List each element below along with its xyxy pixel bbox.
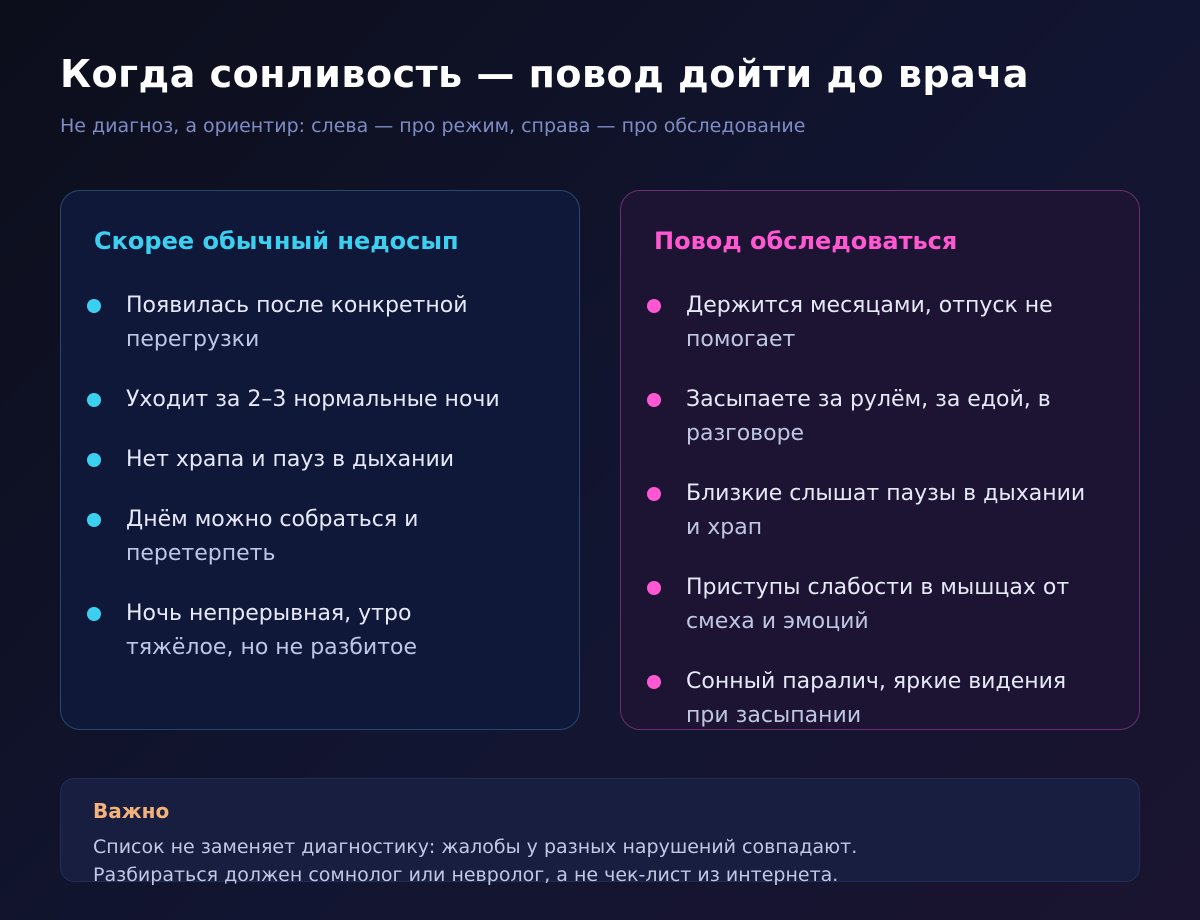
item-text-continued: тяжёлое, но не разбитое	[126, 635, 418, 660]
bullet-dot-icon	[87, 607, 101, 621]
card-needs-examination	[620, 190, 1140, 730]
item-text: Уходит за 2–3 нормальные ночи	[126, 387, 500, 412]
list-item	[621, 289, 1139, 357]
list-item	[621, 477, 1139, 545]
card-title: Скорее обычный недосып	[94, 227, 459, 255]
item-text: Близкие слышат паузы в дыхании	[686, 481, 1086, 506]
bullet-dot-icon	[647, 581, 661, 595]
bullet-dot-icon	[87, 299, 101, 313]
list-item	[61, 289, 579, 357]
list-item	[61, 503, 579, 571]
item-text: Днём можно собраться и	[126, 507, 419, 532]
item-text: Появилась после конкретной	[126, 293, 468, 318]
note-text	[93, 833, 857, 889]
item-text: Ночь непрерывная, утро	[126, 601, 412, 626]
symptom-list	[61, 289, 579, 691]
item-text: Держится месяцами, отпуск не	[686, 293, 1053, 318]
page-subtitle: Не диагноз, а ориентир: слева — про режим, справа — про обследование	[60, 115, 806, 137]
page-title: Когда сонливость — повод дойти до врача	[60, 52, 1029, 96]
symptom-list	[621, 289, 1139, 730]
bullet-dot-icon	[647, 393, 661, 407]
item-text-continued: разговоре	[686, 421, 805, 446]
item-text-continued: перетерпеть	[126, 541, 276, 566]
bullet-dot-icon	[87, 453, 101, 467]
item-text-continued: и храп	[686, 515, 763, 540]
list-item	[61, 443, 579, 477]
note-title: Важно	[93, 799, 170, 823]
important-note	[60, 778, 1140, 886]
list-item	[61, 597, 579, 665]
list-item	[621, 571, 1139, 639]
bullet-dot-icon	[647, 299, 661, 313]
item-text: Приступы слабости в мышцах от	[686, 575, 1070, 600]
bullet-dot-icon	[87, 513, 101, 527]
card-title: Повод обследоваться	[654, 227, 958, 255]
bullet-dot-icon	[647, 675, 661, 689]
item-text-continued: смеха и эмоций	[686, 609, 869, 634]
item-text-continued: перегрузки	[126, 327, 260, 352]
item-text-continued: при засыпании	[686, 703, 862, 728]
note-line: Разбираться должен сомнолог или невролог, а не чек-лист из интернета.	[93, 864, 839, 886]
item-text: Сонный паралич, яркие видения	[686, 669, 1067, 694]
bullet-dot-icon	[87, 393, 101, 407]
list-item	[621, 383, 1139, 451]
list-item	[621, 665, 1139, 730]
item-text: Засыпаете за рулём, за едой, в	[686, 387, 1051, 412]
item-text-continued: помогает	[686, 327, 796, 352]
item-text: Нет храпа и пауз в дыхании	[126, 447, 455, 472]
bullet-dot-icon	[647, 487, 661, 501]
card-ordinary-sleep-deprivation	[60, 190, 580, 730]
list-item	[61, 383, 579, 417]
note-line: Список не заменяет диагностику: жалобы у разных нарушений совпадают.	[93, 836, 858, 858]
